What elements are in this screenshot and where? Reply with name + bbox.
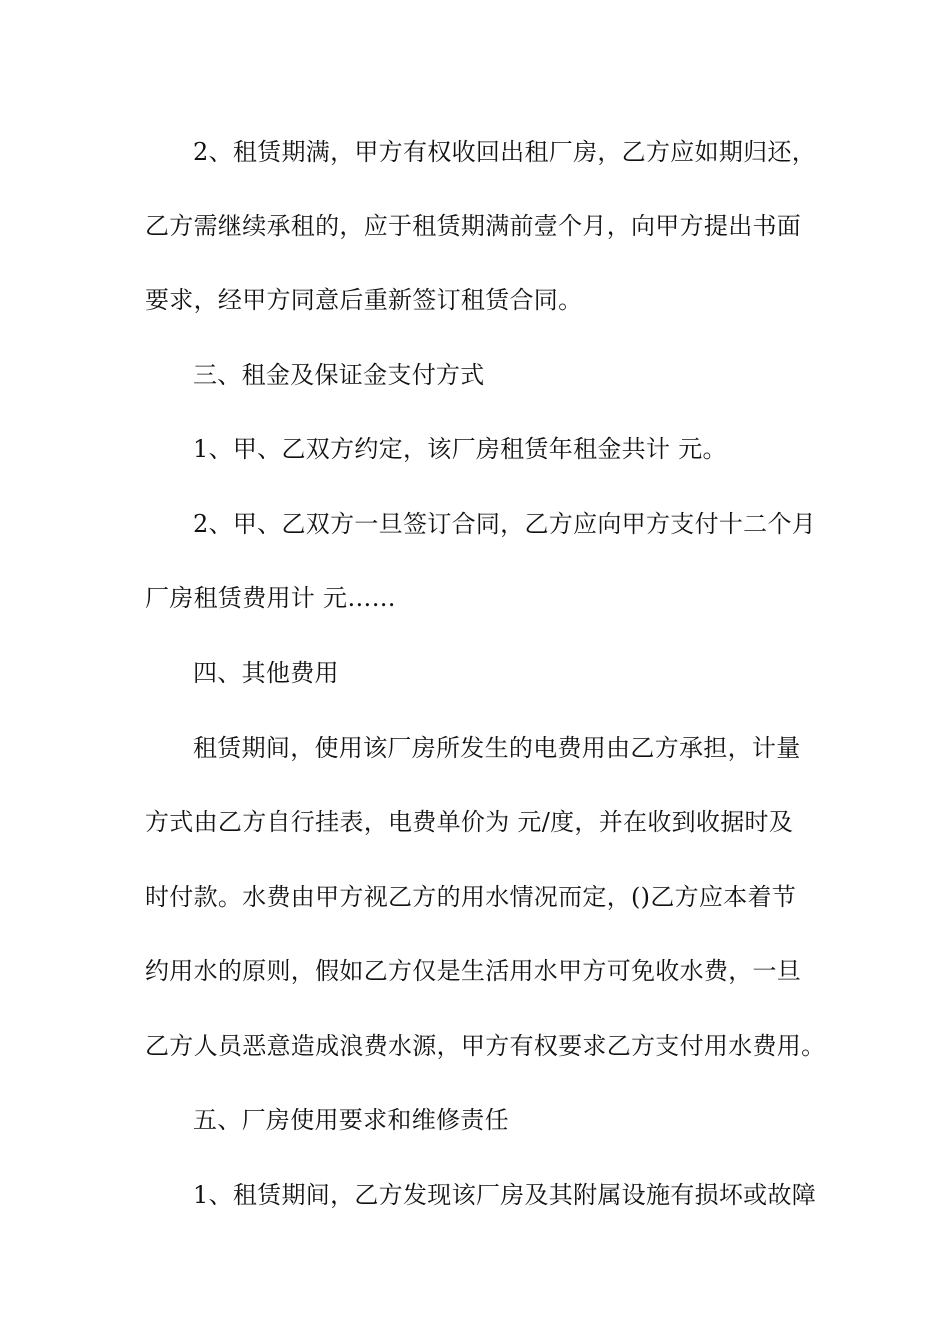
clause-2-line-1: 2、租赁期满，甲方有权收回出租厂房，乙方应如期归还， <box>193 138 817 166</box>
fees-paragraph-line-4: 约用水的原则，假如乙方仅是生活用水甲方可免收水费，一旦 <box>145 957 802 985</box>
fees-paragraph-line-3: 时付款。水费由甲方视乙方的用水情况而定，()乙方应本着节 <box>145 883 797 911</box>
rent-clause-2-line-2: 厂房租赁费用计 元…… <box>145 584 396 612</box>
section-4-heading: 四、其他费用 <box>193 659 339 687</box>
clause-2-line-3: 要求，经甲方同意后重新签订租赁合同。 <box>145 286 583 314</box>
rent-clause-2-line-1: 2、甲、乙双方一旦签订合同，乙方应向甲方支付十二个月 <box>193 510 817 538</box>
fees-paragraph-line-1: 租赁期间，使用该厂房所发生的电费用由乙方承担，计量 <box>193 734 801 762</box>
fees-paragraph-line-2: 方式由乙方自行挂表，电费单价为 元/度，并在收到收据时及 <box>145 808 794 836</box>
section-5-heading: 五、厂房使用要求和维修责任 <box>193 1106 509 1134</box>
section-3-heading: 三、租金及保证金支付方式 <box>193 361 485 389</box>
maintenance-clause-1: 1、租赁期间，乙方发现该厂房及其附属设施有损坏或故障 <box>193 1181 817 1209</box>
fees-paragraph-line-5: 乙方人员恶意造成浪费水源，甲方有权要求乙方支付用水费用。 <box>145 1032 826 1060</box>
rent-clause-1: 1、甲、乙双方约定，该厂房租赁年租金共计 元。 <box>193 435 727 463</box>
clause-2-line-2: 乙方需继续承租的，应于租赁期满前壹个月，向甲方提出书面 <box>145 212 802 240</box>
